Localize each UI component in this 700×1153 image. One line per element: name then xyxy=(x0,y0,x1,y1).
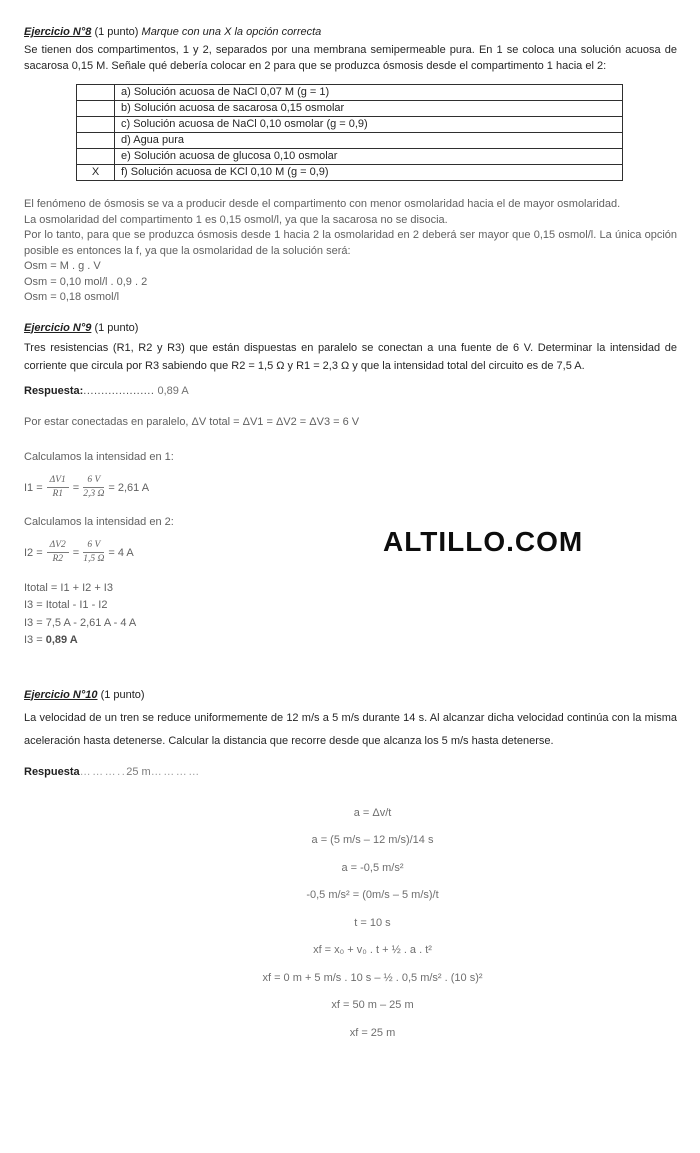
answer-dots: ……….. xyxy=(79,765,127,778)
fraction-denominator: 2,3 Ω xyxy=(83,489,105,499)
explanation-line: El fenómeno de ósmosis se va a producir desde el compartimento con menor osmolaridad hacia el de mayor osmolaridad. xyxy=(24,198,621,210)
totals-line: Itotal = I1 + I2 + I3 xyxy=(24,581,113,594)
fraction-denominator: 1,5 Ω xyxy=(83,554,105,564)
final-value: 0,89 A xyxy=(45,634,78,646)
option-label: e) Solución acuosa de glucosa 0,10 osmolar xyxy=(115,149,623,165)
exercise10-heading xyxy=(24,688,677,703)
i2-equals: = xyxy=(72,546,80,559)
final-lhs: I3 = xyxy=(24,634,46,646)
exercise8-explanation xyxy=(24,197,677,306)
fraction-denominator: R1 xyxy=(52,489,63,499)
i1-formula xyxy=(24,475,677,501)
table-row xyxy=(77,117,623,133)
option-mark xyxy=(77,117,115,133)
osm-formula-line: Osm = 0,10 mol/l . 0,9 . 2 xyxy=(24,275,148,288)
exercise9-answer-line xyxy=(24,385,677,397)
option-label: d) Agua pura xyxy=(115,133,623,149)
calc2-label: Calculamos la intensidad en 2: xyxy=(24,515,174,528)
formula-line: a = (5 m/s – 12 m/s)/14 s xyxy=(311,834,434,846)
option-mark xyxy=(77,133,115,149)
formula-line: a = Δv/t xyxy=(353,806,392,819)
fraction-denominator: R2 xyxy=(52,554,63,564)
calc1-label: Calculamos la intensidad en 1: xyxy=(24,450,174,463)
exercise8-heading xyxy=(24,25,677,40)
exercise8-points: (1 punto) xyxy=(94,26,139,38)
formula-line: t = 10 s xyxy=(354,916,391,929)
answer-dots: ………… xyxy=(150,765,201,778)
exercise8-statement: Se tienen dos compartimentos, 1 y 2, separados por una membrana semipermeable pura. En 1 se coloca una solución acuosa de sacarosa 0,15 M. Señale qué debería colocar en 2 para que se produzca ósmosis desde el compartimento 1 hacia el 2: xyxy=(24,44,677,72)
table-row xyxy=(77,101,623,117)
explanation-line: Por lo tanto, para que se produzca ósmosis desde 1 hacia 2 la osmolaridad en 2 deberá ser mayor que 0,15 osmol/l. La única opción posible es entonces la f, ya que la osmolaridad de la solución será: xyxy=(24,229,677,257)
option-mark xyxy=(77,101,115,117)
option-label: f) Solución acuosa de KCl 0,10 M (g = 0,9) xyxy=(115,165,623,181)
formula-line: xf = 25 m xyxy=(349,1026,396,1039)
formula-line: -0,5 m/s² = (0m/s – 5 m/s)/t xyxy=(306,889,439,901)
answer-label: Respuesta xyxy=(24,765,80,778)
i2-lhs: I2 = xyxy=(24,546,43,559)
options-table xyxy=(76,84,623,181)
exercise8-title: Ejercicio N°8 xyxy=(24,26,92,38)
exercise9-statement: Tres resistencias (R1, R2 y R3) que están dispuestas en paralelo se conectan a una fuente de 6 V. Determinar la intensidad de corriente que circula por R3 sabiendo que R2 = 1,5 Ω y R1 = 2,3 Ω y que la intensidad total del circuito es de 7,5 A. xyxy=(24,341,677,372)
totals-final-line xyxy=(24,632,677,650)
i1-equals: = xyxy=(72,481,80,494)
osm-formula-line: Osm = 0,18 osmol/l xyxy=(24,291,120,303)
option-mark: X xyxy=(77,165,115,181)
exercise10-formulas xyxy=(24,800,677,1048)
parallel-note: Por estar conectadas en paralelo, ΔV total = ΔV1 = ΔV2 = ΔV3 = 6 V xyxy=(24,415,360,428)
totals-line: I3 = 7,5 A - 2,61 A - 4 A xyxy=(24,616,137,629)
i2-fraction-symbolic xyxy=(47,540,69,565)
i1-lhs: I1 = xyxy=(24,481,43,494)
i2-fraction-numeric xyxy=(83,540,104,565)
altillo-watermark: ALTILLO.COM xyxy=(383,526,584,557)
formula-line: xf = x₀ + v₀ . t + ½ . a . t² xyxy=(313,944,432,956)
current-totals-block xyxy=(24,580,677,650)
option-label: b) Solución acuosa de sacarosa 0,15 osmolar xyxy=(115,101,623,117)
answer-value: 25 m xyxy=(126,765,151,778)
option-label: c) Solución acuosa de NaCl 0,10 osmolar (g = 0,9) xyxy=(115,117,623,133)
table-row xyxy=(77,133,623,149)
fraction-numerator: 6 V xyxy=(83,475,104,488)
totals-line: I3 = Itotal - I1 - I2 xyxy=(24,599,108,611)
formula-line: xf = 50 m – 25 m xyxy=(331,999,414,1011)
exercise10-answer-line xyxy=(24,766,677,778)
exercise8-instruction: Marque con una X la opción correcta xyxy=(141,26,322,38)
formula-line: a = -0,5 m/s² xyxy=(341,861,404,874)
osm-formula-line: Osm = M . g . V xyxy=(24,260,101,272)
table-row xyxy=(77,165,623,181)
fraction-numerator: 6 V xyxy=(83,540,104,553)
explanation-line: La osmolaridad del compartimento 1 es 0,15 osmol/l, ya que la sacarosa no se disocia. xyxy=(24,213,448,226)
answer-label: Respuesta: xyxy=(24,384,84,397)
exercise9-heading xyxy=(24,321,677,336)
exercise9-title: Ejercicio N°9 xyxy=(24,321,92,334)
table-row xyxy=(77,149,623,165)
option-mark xyxy=(77,85,115,101)
exercise10-title: Ejercicio N°10 xyxy=(24,688,98,701)
exercise10-statement: La velocidad de un tren se reduce uniformemente de 12 m/s a 5 m/s durante 14 s. Al alcanzar dicha velocidad continúa con la misma aceleración hasta detenerse. Calcular la distancia que recorre desde que alcanza los 5 m/s hasta detenerse. xyxy=(24,711,677,747)
answer-dots: .................... xyxy=(83,384,155,397)
answer-value: 0,89 A xyxy=(157,384,189,397)
option-label: a) Solución acuosa de NaCl 0,07 M (g = 1) xyxy=(115,85,623,101)
exercise9-points: (1 punto) xyxy=(94,321,139,334)
exercise10-points: (1 punto) xyxy=(100,688,145,701)
option-mark xyxy=(77,149,115,165)
i1-fraction-symbolic xyxy=(47,475,69,500)
formula-line: xf = 0 m + 5 m/s . 10 s – ½ . 0,5 m/s² . (10 s)² xyxy=(262,971,483,984)
i1-result: = 2,61 A xyxy=(108,481,150,494)
fraction-numerator: ΔV1 xyxy=(47,475,69,488)
fraction-numerator: ΔV2 xyxy=(47,540,69,553)
i2-result: = 4 A xyxy=(108,546,134,559)
i1-fraction-numeric xyxy=(83,475,104,500)
table-row xyxy=(77,85,623,101)
